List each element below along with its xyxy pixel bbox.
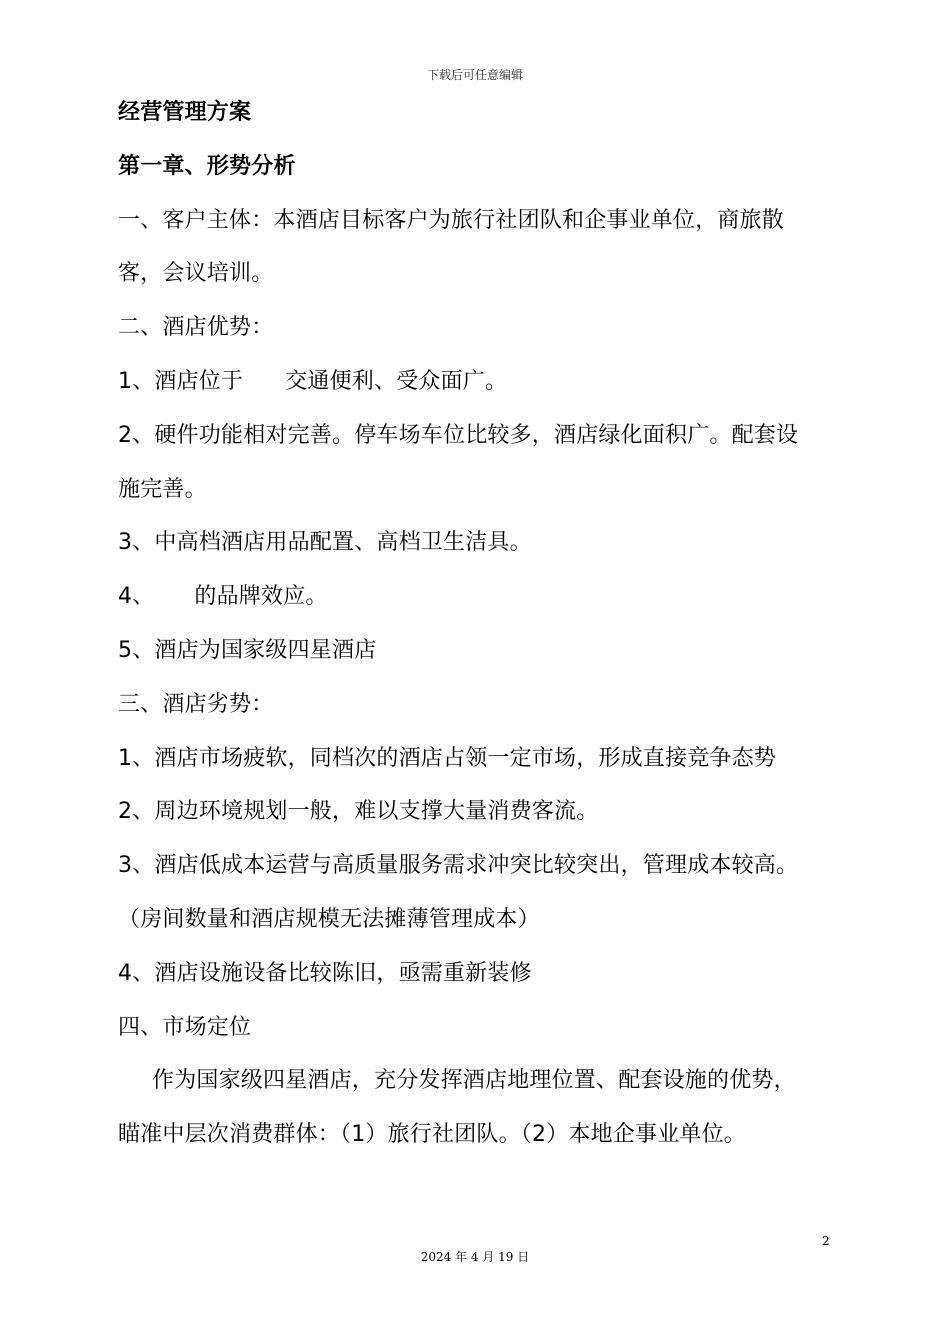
list-item: 5、酒店为国家级四星酒店	[118, 637, 377, 663]
section-heading: 四、市场定位	[118, 1014, 252, 1040]
list-item-continuation: （房间数量和酒店规模无法摊薄管理成本）	[118, 906, 540, 932]
document-title: 经营管理方案	[118, 100, 252, 125]
list-item: 1、酒店市场疲软，同档次的酒店占领一定市场，形成直接竞争态势	[118, 745, 776, 771]
list-item-continuation: 施完善。	[118, 476, 207, 502]
list-item-text: 4、	[118, 584, 155, 610]
page-header: 下载后可任意编辑	[426, 68, 523, 82]
list-item: 2、周边环境规划一般，难以支撑大量消费客流。	[118, 799, 599, 825]
section-heading: 二、酒店优势：	[118, 315, 274, 341]
paragraph-line: 作为国家级四星酒店，充分发挥酒店地理位置、配套设施的优势，	[152, 1068, 796, 1094]
list-item: 3、中高档酒店用品配置、高档卫生洁具。	[118, 530, 532, 556]
list-item-text: 交通便利、受众面广。	[285, 368, 508, 394]
paragraph-line: 一、客户主体：本酒店目标客户为旅行社团队和企事业单位，商旅散	[118, 207, 785, 233]
section-heading: 三、酒店劣势：	[118, 691, 274, 717]
document-body	[118, 86, 838, 1162]
list-item: 4、酒店设施设备比较陈旧，亟需重新装修	[118, 960, 532, 986]
page-footer: 2024 年 4 月 19 日	[420, 1250, 530, 1264]
list-item: 2、硬件功能相对完善。停车场车位比较多，酒店绿化面积广。配套设	[118, 422, 799, 448]
chapter-heading: 第一章、形势分析	[118, 153, 296, 179]
list-item	[118, 570, 838, 624]
list-item-text: 1、酒店位于	[118, 368, 244, 394]
list-item: 3、酒店低成本运营与高质量服务需求冲突比较突出，管理成本较高。	[118, 853, 799, 879]
list-item	[118, 355, 838, 409]
page-number: 2	[822, 1234, 830, 1248]
paragraph-line: 客，会议培训。	[118, 261, 274, 287]
list-item-text: 的品牌效应。	[194, 584, 328, 610]
paragraph-line: 瞄准中层次消费群体：（1）旅行社团队。（2）本地企事业单位。	[118, 1122, 746, 1148]
